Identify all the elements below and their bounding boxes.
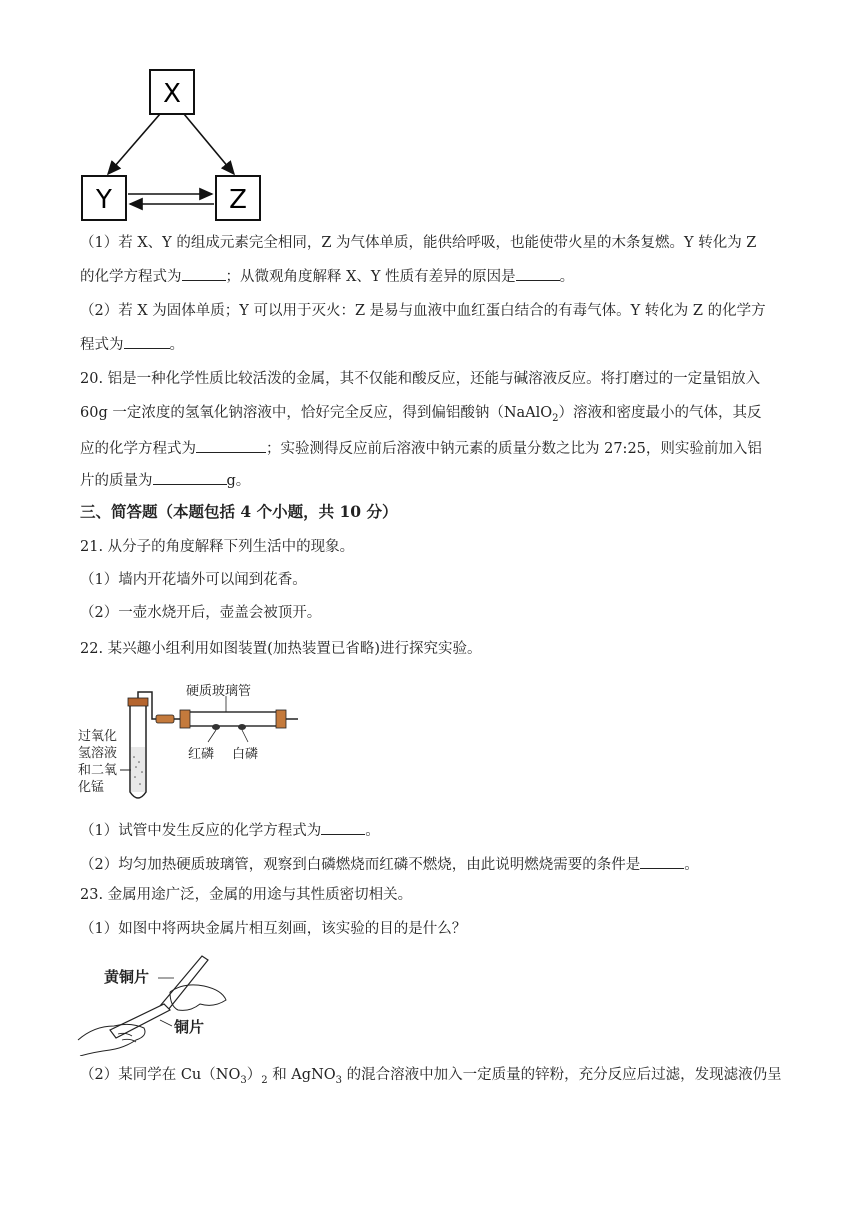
q19-part2-line1: （2）若 X 为固体单质；Y 可以用于灭火：Z 是易与血液中血红蛋白结合的有毒气体。Y 转化为 Z 的化学方: [80, 303, 766, 319]
answer-blank[interactable]: [321, 820, 365, 835]
q20-line1: 20. 铝是一种化学性质比较活泼的金属，其不仅能和酸反应，还能与碱溶液反应。将打磨过的一定量铝放入: [80, 371, 761, 387]
liquid: [131, 747, 145, 792]
rubber-connector: [156, 715, 174, 723]
q23-part1: （1）如图中将两块金属片相互刻画，该实验的目的是什么？: [80, 921, 467, 937]
answer-blank[interactable]: [196, 438, 266, 453]
text: 60g 一定浓度的氢氧化钠溶液中，恰好完全反应，得到偏铝酸钠（NaAlO: [80, 405, 553, 421]
q20-line4: [80, 470, 250, 490]
label-copper: 铜片: [174, 1018, 205, 1036]
q22-part1: [80, 820, 380, 840]
q23-part2: [80, 1066, 782, 1090]
subscript: 2: [261, 1074, 268, 1086]
label-z: Z: [229, 185, 247, 215]
text: （1）试管中发生反应的化学方程式为: [80, 823, 322, 839]
white-phosphorus: [238, 724, 246, 730]
subscript: 2: [552, 412, 559, 424]
hard-glass-tube: [188, 712, 278, 726]
right-stopper: [276, 710, 286, 728]
q21-part1: （1）墙内开花墙外可以闻到花香。: [80, 572, 307, 588]
xyz-diagram: [70, 60, 280, 230]
section-heading: 三、简答题（本题包括 4 个小题，共 10 分）: [80, 502, 398, 521]
text: g。: [226, 473, 251, 489]
q21-stem: 21. 从分子的角度解释下列生活中的现象。: [80, 539, 355, 555]
text: （2）某同学在 Cu（NO: [80, 1067, 241, 1083]
arrow-x-to-z: [184, 114, 234, 174]
label-y: Y: [96, 185, 112, 215]
q22-apparatus-figure: [76, 682, 306, 807]
text: 和 AgNO: [267, 1067, 336, 1083]
text: 。: [169, 337, 184, 353]
q22-part2: [80, 854, 699, 874]
q23-stem: 23. 金属用途广泛，金属的用途与其性质密切相关。: [80, 887, 413, 903]
q19-part1-line2: [80, 266, 574, 286]
text: ；从微观角度解释 X、Y 性质有差异的原因是: [225, 269, 516, 285]
label-brass: 黄铜片: [104, 968, 150, 986]
brass-plate: [160, 956, 208, 1010]
label-red-phosphorus: 红磷: [188, 747, 215, 762]
text: ）: [246, 1067, 262, 1083]
q23-scratch-figure: [74, 952, 234, 1056]
pointer-line: [242, 730, 248, 742]
text: 的化学方程式为: [80, 269, 182, 285]
left-stopper: [180, 710, 190, 728]
q19-part2-line2: [80, 334, 184, 354]
pointer-line: [160, 1020, 172, 1026]
q20-line2: [80, 404, 762, 428]
pointer-line: [208, 730, 216, 742]
reagent-label-line: 氢溶液: [78, 746, 118, 761]
answer-blank[interactable]: [182, 266, 226, 281]
copper-plate: [110, 1004, 170, 1038]
label-white-phosphorus: 白磷: [232, 747, 259, 762]
text: 。: [559, 269, 575, 285]
red-phosphorus: [212, 724, 220, 730]
arrow-x-to-y: [108, 114, 160, 174]
stopper: [128, 698, 148, 706]
text: ；实验测得反应前后溶液中钠元素的质量分数之比为 27:25，则实验前加入铝: [266, 441, 762, 457]
q21-part2: （2）一壶水烧开后，壶盖会被顶开。: [80, 605, 322, 621]
text: 的混合溶液中加入一定质量的锌粉，充分反应后过滤，发现滤液仍呈: [342, 1067, 782, 1083]
q22-stem: 22. 某兴趣小组利用如图装置(加热装置已省略)进行探究实验。: [80, 641, 482, 657]
reagent-label-line: 化锰: [78, 780, 105, 795]
text: 。: [365, 823, 380, 839]
label-x: X: [163, 79, 181, 109]
text: （2）均匀加热硬质玻璃管，观察到白磷燃烧而红磷不燃烧，由此说明燃烧需要的条件是: [80, 857, 641, 873]
text: 应的化学方程式为: [80, 441, 196, 457]
q19-part1-line1: （1）若 X、Y 的组成元素完全相同，Z 为气体单质，能供给呼吸，也能使带火星的木条复燃。Y 转化为 Z: [80, 235, 757, 251]
text: ）溶液和密度最小的气体，其反: [558, 405, 762, 421]
answer-blank[interactable]: [516, 266, 560, 281]
reagent-label-line: 过氧化: [78, 729, 118, 744]
q20-line3: [80, 438, 762, 458]
answer-blank[interactable]: [124, 334, 170, 349]
text: 片的质量为: [80, 473, 153, 489]
answer-blank[interactable]: [640, 854, 684, 869]
label-hard-glass-tube: 硬质玻璃管: [186, 684, 252, 699]
subscript: 3: [240, 1074, 247, 1086]
subscript: 3: [335, 1074, 343, 1086]
reagent-label-line: 和二氧: [78, 763, 118, 778]
text: 。: [684, 857, 699, 873]
answer-blank[interactable]: [153, 470, 227, 485]
text: 程式为: [80, 337, 124, 353]
